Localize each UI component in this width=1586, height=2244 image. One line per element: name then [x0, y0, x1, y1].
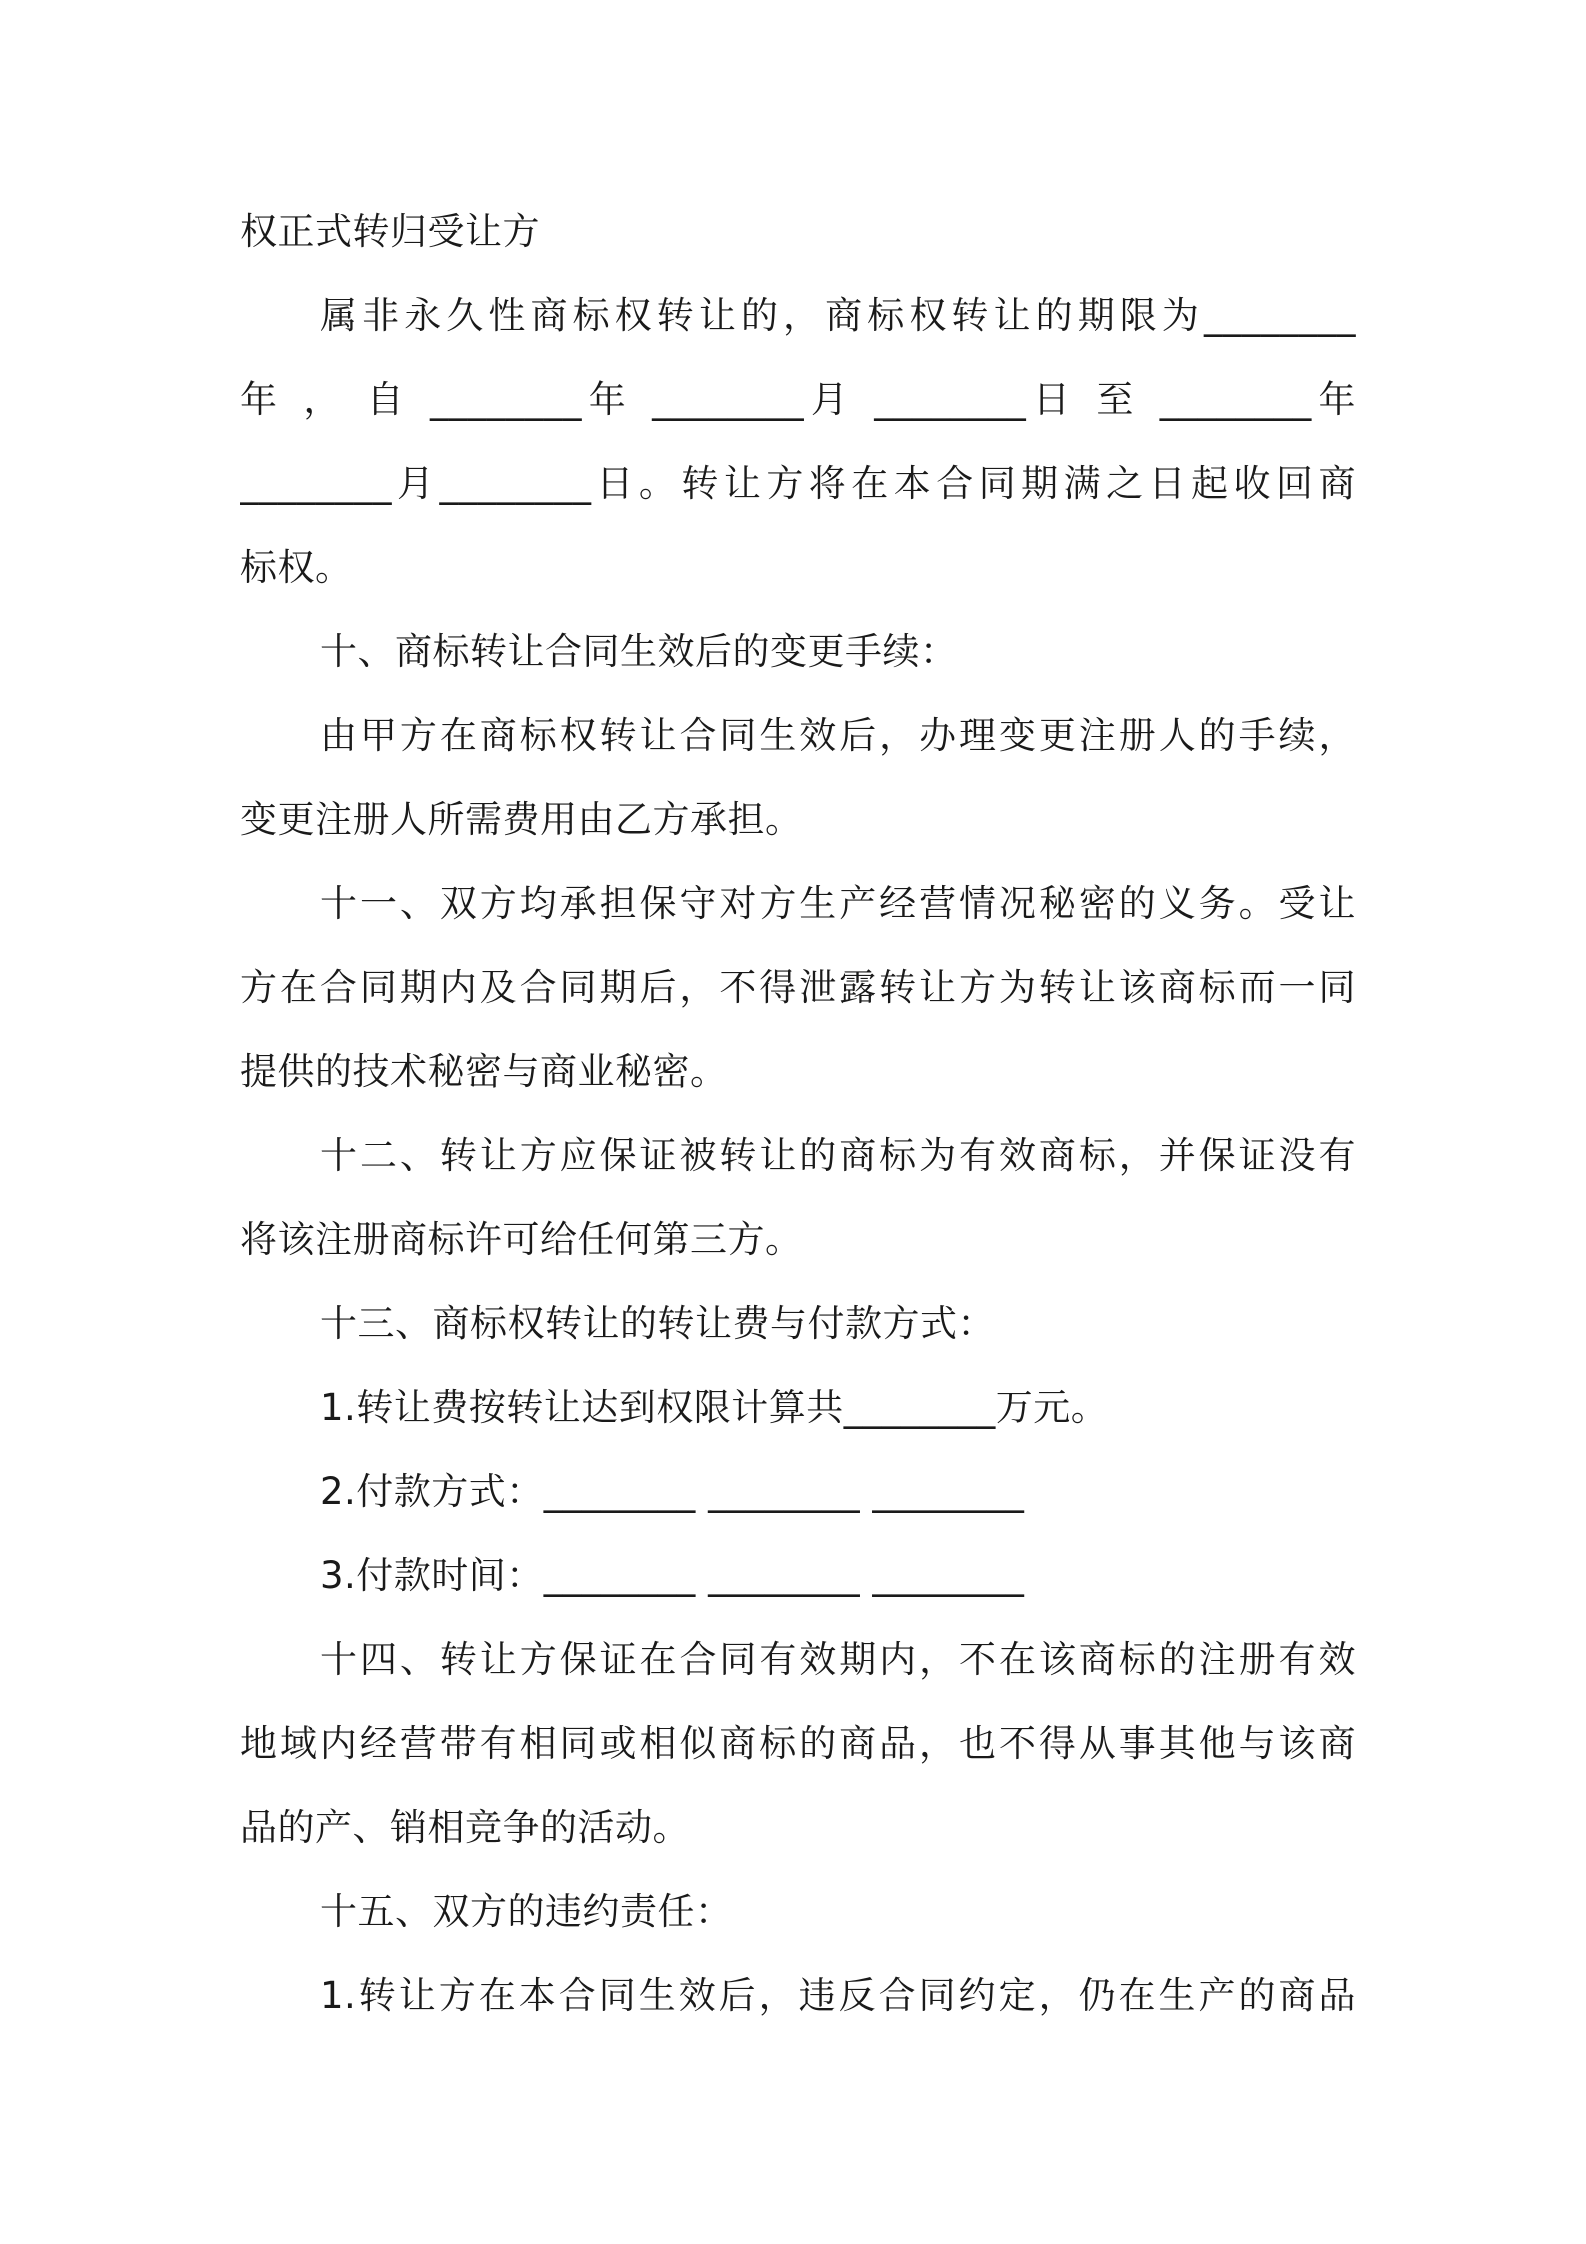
document-line: 3.付款时间：________ ________ ________ [320, 1554, 1025, 1597]
document-line: 标权。 [240, 546, 353, 589]
document-line: 将该注册商标许可给任何第三方。 [240, 1218, 803, 1261]
document-body [240, 190, 1356, 2038]
document-line: 由甲方在商标权转让合同生效后，办理变更注册人的手续， [320, 714, 1356, 757]
document-line: 1.转让方在本合同生效后，违反合同约定，仍在生产的商品 [320, 1974, 1356, 2017]
document-line: 方在合同期内及合同期后，不得泄露转让方为转让该商标而一同 [240, 966, 1356, 1009]
document-line: 品的产、销相竞争的活动。 [240, 1806, 690, 1849]
document-line: 1.转让费按转让达到权限计算共________万元。 [320, 1386, 1109, 1429]
document-line: 权正式转归受让方 [240, 210, 540, 253]
document-line: ________月________日。转让方将在本合同期满之日起收回商 [240, 462, 1356, 505]
document-line: 属非永久性商标权转让的，商标权转让的期限为________ [320, 294, 1356, 337]
document-line: 提供的技术秘密与商业秘密。 [240, 1050, 728, 1093]
document-line: 十二、转让方应保证被转让的商标为有效商标，并保证没有 [320, 1134, 1356, 1177]
document-line: 十一、双方均承担保守对方生产经营情况秘密的义务。受让 [320, 882, 1356, 925]
document-line: 十、商标转让合同生效后的变更手续： [320, 630, 958, 673]
document-line: 年 ， 自 ________年 ________月 ________日 至 ________年 [240, 378, 1356, 421]
document-line: 十五、双方的违约责任： [320, 1890, 733, 1933]
document-line: 变更注册人所需费用由乙方承担。 [240, 798, 803, 841]
document-line: 地域内经营带有相同或相似商标的商品，也不得从事其他与该商 [240, 1722, 1356, 1765]
document-line: 十三、商标权转让的转让费与付款方式： [320, 1302, 995, 1345]
document-line: 十四、转让方保证在合同有效期内，不在该商标的注册有效 [320, 1638, 1356, 1681]
document-line: 2.付款方式：________ ________ ________ [320, 1470, 1025, 1513]
